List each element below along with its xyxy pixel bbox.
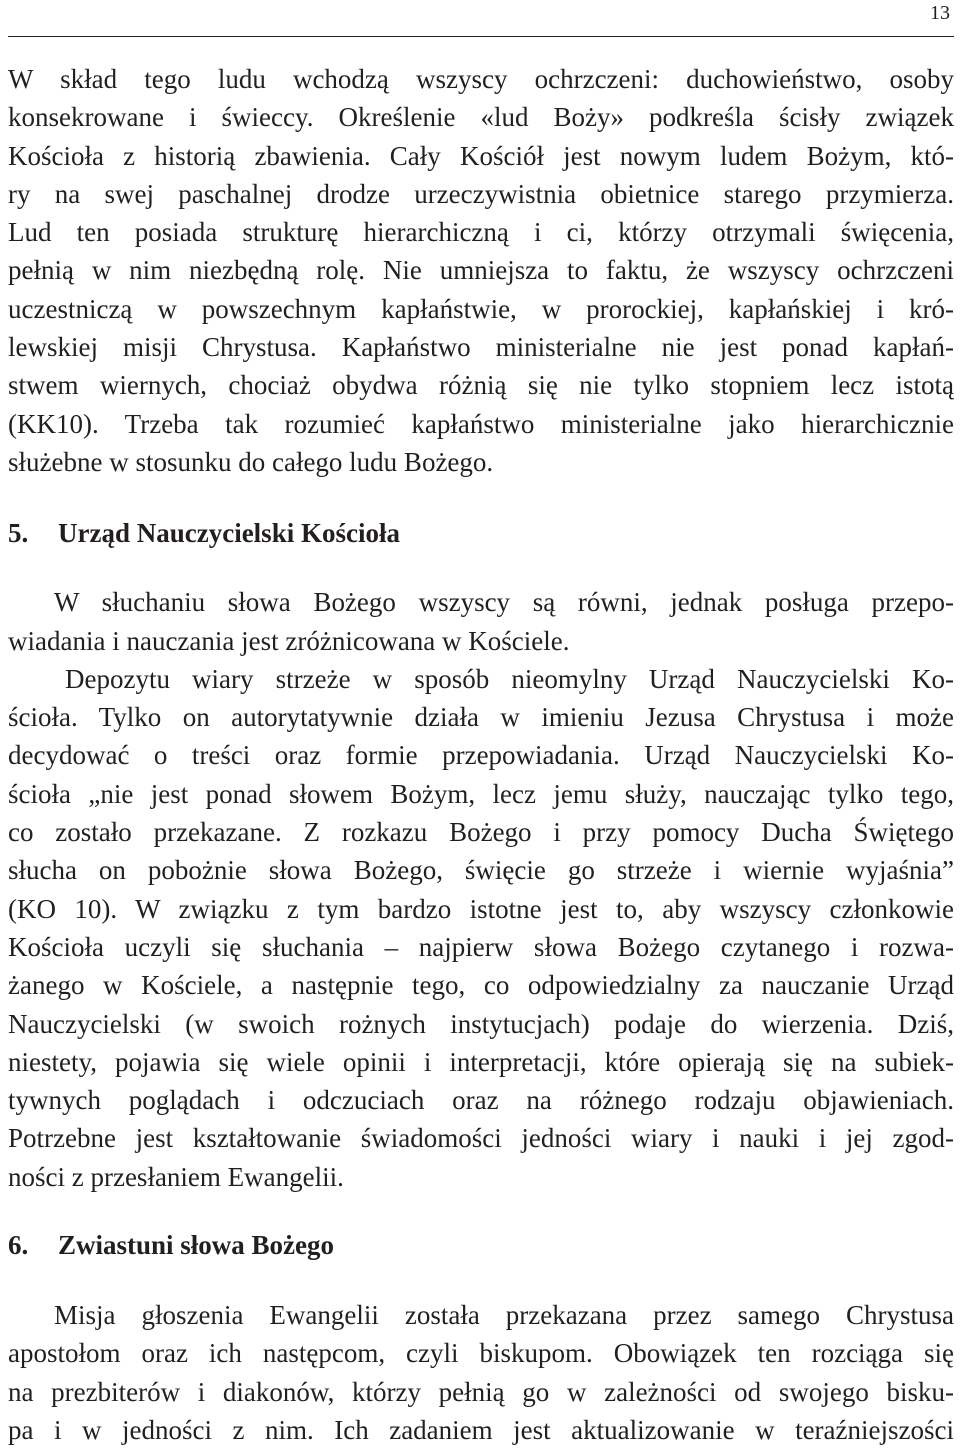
text-line: Misja głoszenia Ewangelii została przekazana przez samego Chrystusa: [54, 1300, 954, 1331]
section-5-heading: [8, 514, 954, 552]
text-line: tywnych poglądach i odczuciach oraz na różnego rodzaju objawieniach.: [8, 1085, 954, 1116]
text-line: Depozytu wiary strzeże w sposób nieomylny Urząd Nauczycielski Ko-: [65, 663, 954, 694]
intro-paragraph: [8, 60, 954, 481]
text-line: Kościoła z historią zbawienia. Cały Kościół jest nowym ludem Bożym, któ-: [8, 140, 954, 171]
text-line: ścioła „nie jest ponad słowem Bożym, lecz jemu służy, nauczając tylko tego,: [8, 778, 954, 809]
section-6-paragraph-1: [8, 1296, 954, 1449]
text-line: konsekrowane i świeccy. Określenie «lud Boży» podkreśla ścisły związek: [8, 102, 954, 133]
text-line: pełnią w nim niezbędną rolę. Nie umniejsza to faktu, że wszyscy ochrzczeni: [8, 255, 954, 286]
section-title: Zwiastuni słowa Bożego: [58, 1230, 335, 1261]
text-line: Kościoła uczyli się słuchania – najpierw słowa Bożego czytanego i rozwa-: [8, 931, 954, 962]
text-line: W słuchaniu słowa Bożego wszyscy są równi, jednak posługa przepo-: [54, 587, 954, 618]
text-line: Lud ten posiada strukturę hierarchiczną i ci, którzy otrzymali święcenia,: [8, 217, 954, 248]
section-6-heading: [8, 1226, 954, 1264]
text-line: żanego w Kościele, a następnie tego, co odpowiedzialny za nauczanie Urząd: [8, 970, 954, 1001]
text-line: służebne w stosunku do całego ludu Bożego.: [8, 446, 494, 477]
text-line: ścioła. Tylko on autorytatywnie działa w imieniu Jezusa Chrystusa i może: [8, 702, 954, 733]
text-line: Potrzebne jest kształtowanie świadomości jedności wiary i nauki i jej zgod-: [8, 1123, 954, 1154]
text-line: wiadania i nauczania jest zróżnicowana w Kościele.: [8, 625, 570, 656]
text-line: ności z przesłaniem Ewangelii.: [8, 1161, 344, 1192]
section-title: Urząd Nauczycielski Kościoła: [58, 518, 400, 549]
text-line: (KK10). Trzeba tak rozumieć kapłaństwo ministerialne jako hierarchicznie: [8, 408, 954, 439]
section-number: 6.: [8, 1230, 29, 1261]
text-line: co zostało przekazane. Z rozkazu Bożego i przy pomocy Ducha Świętego: [8, 817, 954, 848]
text-line: niestety, pojawia się wiele opinii i interpretacji, które opierają się na subiek-: [8, 1046, 954, 1077]
text-line: stwem wiernych, chociaż obydwa różnią się nie tylko stopniem lecz istotą: [8, 370, 954, 401]
text-line: Nauczycielski (w swoich rożnych instytucjach) podaje do wierzenia. Dziś,: [8, 1008, 954, 1039]
text-line: lewskiej misji Chrystusa. Kapłaństwo ministerialne nie jest ponad kapłań-: [8, 332, 954, 363]
section-5-paragraph-2: [8, 660, 954, 1196]
page-number: 13: [930, 2, 950, 24]
text-line: uczestniczą w powszechnym kapłaństwie, w prorockiej, kapłańskiej i kró-: [8, 293, 954, 324]
page-header: [8, 0, 954, 37]
page-body: [8, 60, 954, 1449]
section-number: 5.: [8, 518, 29, 549]
text-line: pa i w jedności z nim. Ich zadaniem jest aktualizowanie w teraźniejszości: [8, 1414, 954, 1445]
text-line: słucha on pobożnie słowa Bożego, święcie go strzeże i wiernie wyjaśnia”: [8, 855, 954, 886]
text-line: (KO 10). W związku z tym bardzo istotne jest to, aby wszyscy członkowie: [8, 893, 954, 924]
text-line: W skład tego ludu wchodzą wszyscy ochrzczeni: duchowieństwo, osoby: [8, 64, 954, 94]
text-line: decydować o treści oraz formie przepowiadania. Urząd Nauczycielski Ko-: [8, 740, 954, 771]
text-line: na prezbiterów i diakonów, którzy pełnią go w zależności od swojego bisku-: [8, 1376, 954, 1407]
section-5-paragraph-1: [8, 583, 954, 660]
text-line: apostołom oraz ich następcom, czyli biskupom. Obowiązek ten rozciąga się: [8, 1338, 954, 1369]
text-line: ry na swej paschalnej drodze urzeczywistnia obietnice starego przymierza.: [8, 178, 954, 209]
